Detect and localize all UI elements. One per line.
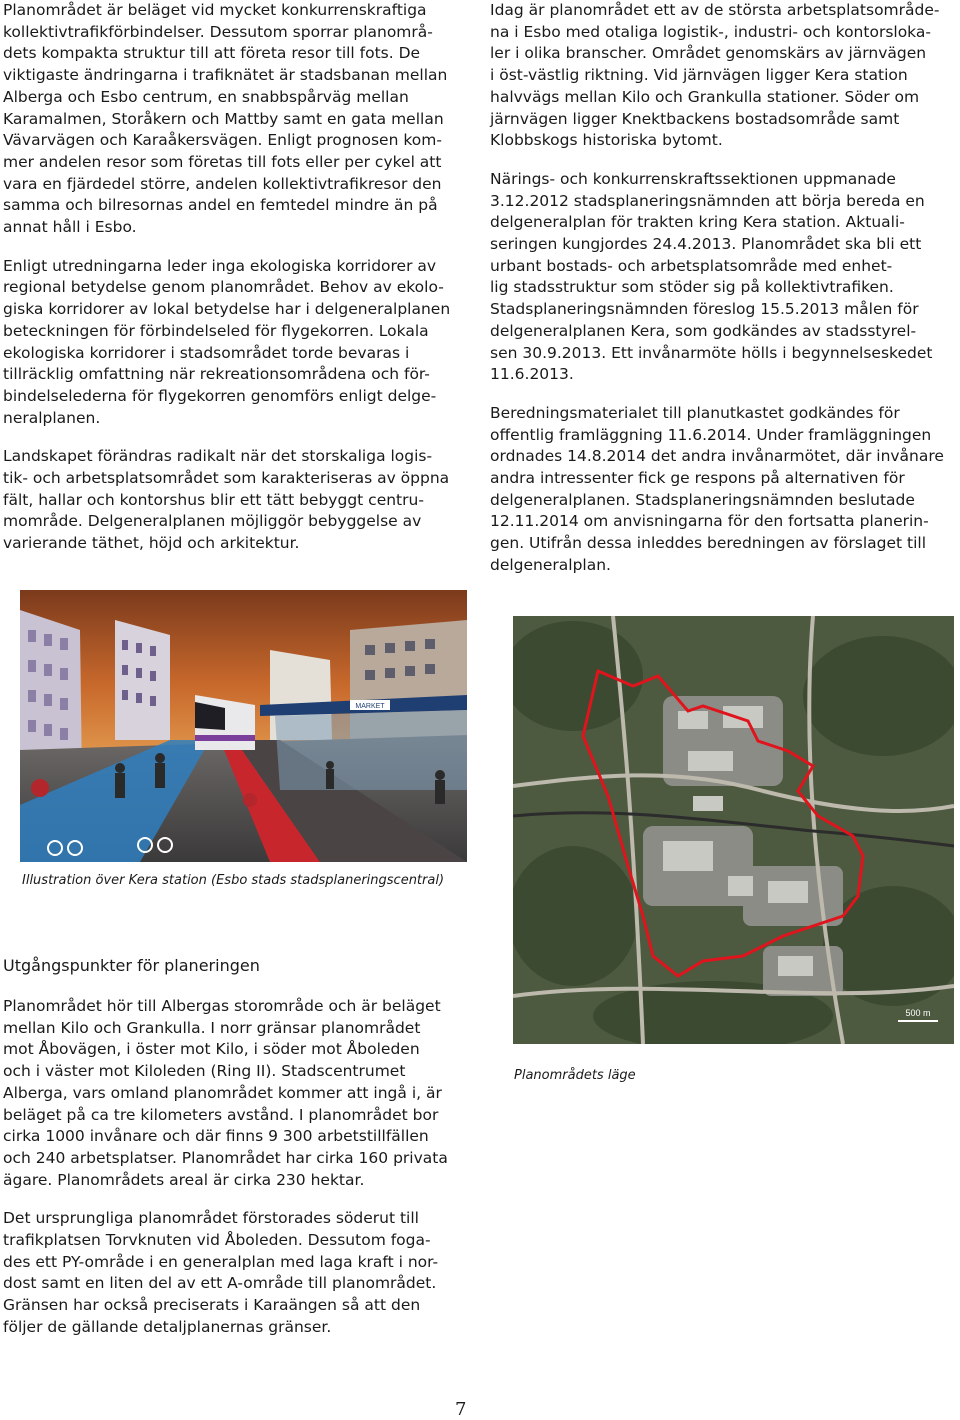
- kera-station-illustration: [20, 590, 467, 862]
- paragraph-location: Planområdet hör till Albergas storområde och är beläget mellan Kilo och Grankulla. I norr gränsar planområdet mot Åbovägen, i öster mot Kilo, i söder mot Åboleden och i väster mot Kiloleden (Ring II). Stadscentrumet Alberga, vars omland planområdet kommer att ingå i, är beläget på ca tre kilometers avstånd. I planområdet bor cirka 1000 invånare och där finns 9 300 arbetstillfällen och 240 arbetsplatser. Planområdet har cirka 160 privata ägare. Planområdets areal är cirka 230 hektar.: [3, 997, 448, 1189]
- paragraph-landscape: Landskapet förändras radikalt när det storskaliga logis- tik- och arbetsplatsområdet som karakteriseras av öppna fält, hallar och kontorshus blir ett tätt bebyggt centru- mområde. Delgeneralplanen möjliggör bebyggelse av varierande täthet, höjd och arkitektur.: [3, 447, 450, 553]
- left-column-bottom: [3, 996, 473, 1356]
- right-column: [490, 0, 955, 594]
- paragraph-extension: Det ursprungliga planområdet förstorades söderut till trafikplatsen Torvknuten vid Åboleden. Dessutom foga- des ett PY-område i en generalplan med laga kraft i nor- dost samt en liten del av ett A-område till planområdet. Gränsen har också preciserats i Karaängen så att den följer de gällande detaljplanernas gränser.: [3, 1209, 439, 1336]
- page-number: 7: [455, 1399, 467, 1420]
- left-column-top: [3, 0, 473, 572]
- building-tower: [115, 620, 170, 740]
- paragraph-ecology: Enligt utredningarna leder inga ekologiska korridorer av regional betydelse genom planområdet. Behov av ekolo- giska korridorer av lokal betydelse har i delgeneralplanen beteckningen för förbindelseled för flygekorren. Lokala ekologiska korridorer i stadsområdet torde bevaras i tillräcklig omfattning när rekreationsområdena och för- bindelselederna för flygekorren genomförs enligt delge- neralplanen.: [3, 256, 451, 427]
- paragraph-planning-start: Närings- och konkurrenskraftssektionen uppmanade 3.12.2012 stadsplaneringsnämnden att börja bereda en delgeneralplan för trakten kring Kera station. Aktuali- seringen kungjordes 24.4.2013. Planområdet ska bli ett urbant bostads- och arbetsplatsområde med enhet- lig stadsstruktur som stöder sig på kollektivtrafiken. Stadsplaneringsnämnden föreslog 15.5.2013 målen för delgeneralplanen Kera, som godkändes av stadsstyrel- sen 30.9.2013. Ett invånarmöte hölls i begynnelseskedet 11.6.2013.: [490, 169, 933, 384]
- station-sign: MARKET: [355, 703, 385, 710]
- train-stripe: [195, 735, 255, 741]
- paragraph-transport: Planområdet är beläget vid mycket konkurrenskraftiga kollektivtrafikförbindelser. Dessutom sporrar planområ- dets kompakta struktur till att företa resor till fots. De viktigaste ändringarna i trafiknätet är stadsbanan mellan Alberga och Esbo centrum, en snabbspårväg mellan Karamalmen, Storåkern och Mattby samt en gata mellan Vävarvägen och Karaåkersvägen. Enligt prognosen kom- mer andelen resor som företas till fots eller per cykel att vara en fjärdedel större, andelen kollektivtrafikresor den samma och bilresornas andel en femtedel mindre än på annat håll i Esbo.: [3, 1, 448, 237]
- map-caption: Planområdets läge: [514, 1068, 636, 1083]
- scale-label: 500 m: [905, 1008, 931, 1018]
- building-tower-windows: [122, 640, 156, 706]
- paragraph-area-today: Idag är planområdet ett av de största arbetsplatsområde- na i Esbo med otaliga logistik-, industri- och kontorsloka- ler i olika branscher. Området genomskärs av järnvägen i öst-västlig riktning. Vid järnvägen ligger Kera station halvvägs mellan Kilo och Grankulla stationer. Söder om järnvägen ligger Knektbackens bostadsområde samt Klobbskogs historiska bytomt.: [490, 1, 940, 150]
- plan-area-aerial-map: [513, 616, 954, 1044]
- section-heading: Utgångspunkter för planeringen: [3, 956, 260, 975]
- illustration-caption: Illustration över Kera station (Esbo stads stadsplaneringscentral): [22, 873, 445, 888]
- paragraph-preparation: Beredningsmaterialet till planutkastet godkändes för offentlig framläggning 11.6.2014. Under framläggningen ordnades 14.8.2014 det andra invånarmötet, där invånare andra intressenter fick ge respons på alternativen för delgeneralplanen. Stadsplaneringsnämnden beslutade 12.11.2014 om anvisningarna för den fortsatta planerin- gen. Utifrån dessa inleddes beredningen av förslaget till delgeneralplan.: [490, 403, 944, 574]
